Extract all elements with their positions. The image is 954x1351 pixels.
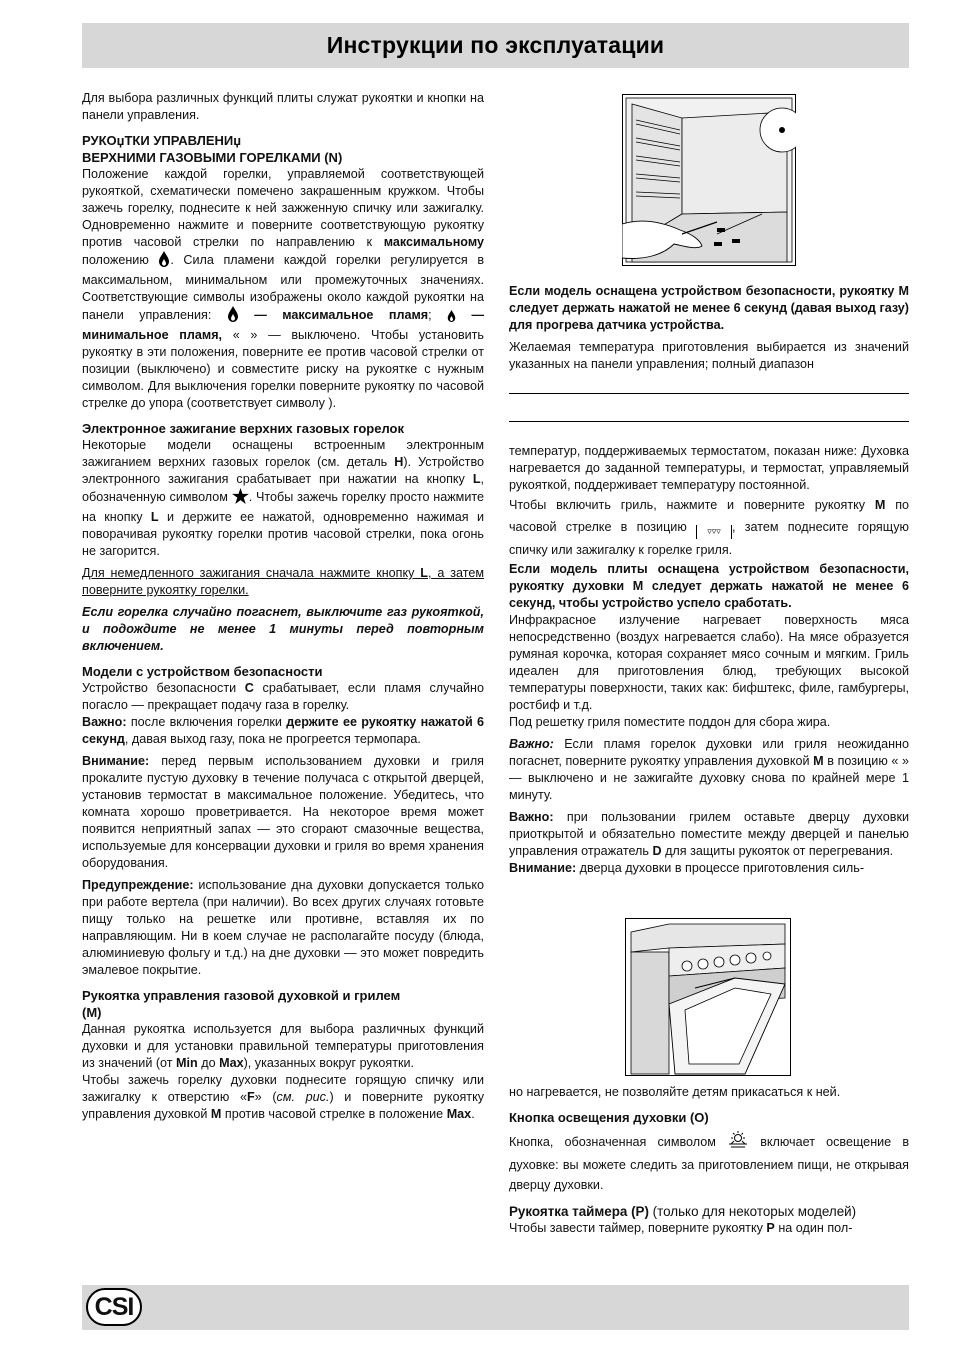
right-column-middle bbox=[509, 443, 909, 877]
timer-heading: Рукоятка таймера (P) (только для некоторых моделей) bbox=[509, 1204, 857, 1219]
safety-important: Важно: после включения горелки держите ее рукоятку нажатой 6 секунд, давая выход газу, пока не прогреется термопара. bbox=[82, 715, 485, 746]
burners-heading-1: РУКОџТКИ УПРАВЛЕНИџ bbox=[82, 133, 242, 148]
safety-heading: Модели с устройством безопасности bbox=[82, 664, 323, 679]
oven-interior-illustration bbox=[622, 94, 796, 271]
door-attention-paragraph: Внимание: дверца духовки в процессе приготовления силь- bbox=[509, 861, 865, 875]
oven-light-icon bbox=[727, 1131, 749, 1155]
min-flame-icon bbox=[447, 310, 456, 327]
oven-light-heading: Кнопка освещения духовки (O) bbox=[509, 1110, 709, 1125]
footer-bar bbox=[82, 1285, 909, 1330]
table-rule-bottom bbox=[509, 421, 909, 422]
warning-paragraph: Предупреждение: использование дна духовки допускается только при работе вертела (при наличии). Во всех других случаях готовьте пищу только на решетке или противне, вставляя их по направляющим. Ни в коем случае не располагайте посуду (блюда, алюминиевую фольгу и т.д.) на дне духовки — это может повредить эмалевое покрытие. bbox=[82, 878, 484, 977]
oven-light-paragraph: Кнопка, обозначенная символом включает освещение в духовке: вы можете следить за приготовлением пищи, не открывая дверцу духовки. bbox=[509, 1131, 909, 1195]
attention-paragraph: Внимание: перед первым использованием духовки и гриля прокалите пустую духовку в течение получаса с открытой дверцей, установив термостат в максимальное положение. Убедитесь, что комната хорошо проветривается. На некоторое время может появится неприятный запах — это сгорают смазочные вещества, используемые для консервации духовки и гриля во время хранения оборудования. bbox=[82, 754, 485, 870]
timer-paragraph: Чтобы завести таймер, поверните рукоятку P на один пол- bbox=[509, 1221, 853, 1235]
burners-heading-2: ВЕРХНИМИ ГАЗОВЫМИ ГОРЕЛКАМИ (N) bbox=[82, 150, 343, 165]
max-flame-icon bbox=[227, 306, 239, 327]
header-bar bbox=[82, 23, 909, 68]
ignition-paragraph: Некоторые модели оснащены встроенным электронным зажиганием верхних газовых горелок (см. деталь H). Устройство электронного зажигания срабатывает при нажатии на кнопку L, обозначенную символом . Чтобы зажечь горелку просто нажмите на кнопку L и держите ее нажатой, одновременно нажимая и поворачивая рукоятку горелки против часовой стрелки, пока огонь не загорится. bbox=[82, 438, 485, 558]
table-rule-top bbox=[509, 393, 909, 394]
safety-paragraph: Устройство безопасности C срабатывает, если пламя случайно погасло — прекращает подачу газа в горелку. bbox=[82, 681, 485, 712]
door-attention-continued: но нагревается, не позволяйте детям прикасаться к ней. bbox=[509, 1085, 841, 1099]
grill-symbol-icon: ▿▿▿ bbox=[696, 525, 732, 539]
oven-knob-heading-2: (M) bbox=[82, 1005, 102, 1020]
important-paragraph-1: Важно: Если пламя горелок духовки или гриля неожиданно погаснет, поверните рукоятку управления духовкой M в позицию « » — выключено и не зажигайте духовку снова по крайней мере 1 минуту. bbox=[509, 737, 910, 802]
temperature-paragraph-2: температур, поддерживаемых термостатом, показан ниже: Духовка нагревается до заданной температуры, и термостат, управляемый рукояткой, поддерживает температуру постоянной. bbox=[509, 444, 909, 492]
right-column-top bbox=[509, 283, 909, 373]
max-flame-icon bbox=[158, 251, 170, 272]
oven-knob-paragraph-1: Данная рукоятка используется для выбора различных функций духовки и для установки правильной температуры приготовления из значений (от Min до Max), указанных вокруг рукоятки. bbox=[82, 1022, 484, 1070]
oven-safety-bold: Если модель оснащена устройством безопасности, рукоятку M следует держать нажатой не менее 6 секунд (давая выход газу) для прогрева датчика устройства. bbox=[509, 284, 909, 332]
intro-text: Для выбора различных функций плиты служат рукоятки и кнопки на панели управления. bbox=[82, 91, 484, 122]
spark-star-icon bbox=[232, 488, 249, 509]
grill-paragraph-1: Чтобы включить гриль, нажмите и поверните рукоятку M по часовой стрелке в позицию ▿▿▿ , затем поднесите горящую спичку или зажигалку к горелке гриля. bbox=[509, 498, 910, 557]
ignition-underlined-note: Для немедленного зажигания сначала нажмите кнопку L, а затем поверните рукоятку горелки. bbox=[82, 566, 484, 597]
oven-knob-heading-1: Рукоятка управления газовой духовкой и грилем bbox=[82, 988, 401, 1003]
csi-logo: CSI bbox=[86, 1288, 142, 1326]
grill-paragraph-3: Под решетку гриля поместите поддон для сбора жира. bbox=[509, 715, 831, 729]
right-column-bottom bbox=[509, 1084, 909, 1237]
burners-paragraph: Положение каждой горелки, управляемой соответствующей рукояткой, схематически помечено закрашенным кружком. Чтобы зажечь горелку, поднесите к ней зажженную спичку или зажигалку. Одновременно нажмите и поверните соответствующую рукоятку против часовой стрелки по направлению к максимальному положению . Сила пламени каждой горелки регулируется в максимальном, минимальном или промежуточных значениях. Соответствующие символы изображены около каждой рукоятки на панели управления: — максимальное пламя; — минимальное пламя, « » — выключено. Чтобы установить рукоятку в эти положения, поверните ее против часовой стрелки от позиции (выключено) и совместите риску на рукоятке с нужным символом. Для выключения горелки поверните рукоятку по часовой стрелке до упора (соответствует символу ). bbox=[82, 167, 485, 410]
page-title: Инструкции по эксплуатации bbox=[326, 32, 665, 58]
ignition-heading: Электронное зажигание верхних газовых горелок bbox=[82, 421, 404, 436]
temperature-paragraph-1: Желаемая температура приготовления выбирается из значений указанных на панели управления; полный диапазон bbox=[509, 340, 909, 371]
grill-safety-bold: Если модель плиты оснащена устройством безопасности, рукоятку духовки M следует держать нажатой не менее 6 секунд, чтобы устройство успело сработать. bbox=[509, 562, 909, 610]
ignition-warning: Если горелка случайно погаснет, выключите газ рукояткой, и подождите не менее 1 минуты перед повторным включением. bbox=[82, 605, 484, 653]
oven-knob-paragraph-2: Чтобы зажечь горелку духовки поднесите горящую спичку или зажигалку к отверстию «F» (см. рис.) и поверните рукоятку управления духовкой M против часовой стрелке в положение Max. bbox=[82, 1073, 485, 1121]
grill-paragraph-2: Инфракрасное излучение нагревает поверхность мяса непосредственно (воздух нагревается слабо). На мясе образуется румяная корочка, которая сохраняет мясо сочным и мягким. Гриль идеален для приготовления блюд, требующих высокой температуры поверхности, таких как: бифштекс, филе, гамбургеры, ростбиф и т.д. bbox=[509, 613, 909, 712]
cooker-open-door-illustration bbox=[625, 918, 791, 1081]
left-column bbox=[82, 90, 484, 1123]
important-paragraph-2: Важно: при пользовании грилем оставьте дверцу духовки приоткрытой и обязательно поместите между дверцей и панелью управления отражатель D для защиты рукояток от перегревания. bbox=[509, 810, 910, 858]
